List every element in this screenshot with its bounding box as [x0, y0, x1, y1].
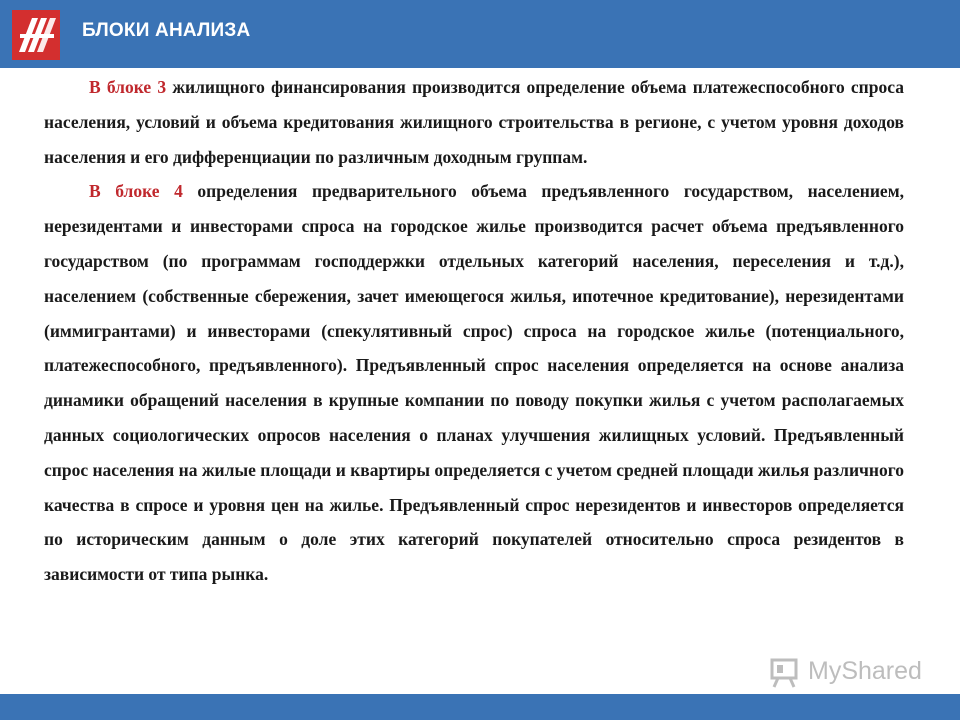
watermark-text: MyShared	[808, 657, 922, 685]
block-3-text: жилищного финансирования производится определение объема платежеспособного спроса населения, условий и объема кредитования жилищного строительства в регионе, с учетом уровня доходов населения и его дифференциации по различным доходным группам.	[44, 77, 904, 167]
document-body	[44, 70, 904, 592]
red-square-logo-icon	[12, 10, 60, 60]
myshared-watermark	[768, 656, 928, 690]
presentation-board-icon	[768, 656, 802, 690]
header-bar	[0, 0, 960, 68]
paragraph-block-3	[44, 70, 904, 174]
footer-bar	[0, 694, 960, 720]
block-3-lead: В блоке 3	[89, 77, 167, 97]
page-title: БЛОКИ АНАЛИЗА	[82, 20, 251, 41]
block-4-lead: В блоке 4	[89, 181, 183, 202]
paragraph-block-4	[44, 174, 904, 592]
block-4-text: определения предварительного объема предъявленного государством, населением, нерезидентами и инвесторами спроса на городское жилье производится расчет объема предъявленного государством (по программам господдержки отдельных категорий населения, переселения и т.д.), населением (собственные сбережения, зачет имеющегося жилья, ипотечное кредитование), нерезидентами (иммигрантами) и инвесторами (спекулятивный спрос) спроса на городское жилье (потенциального, платежеспособного, предъявленного). Предъявленный спрос населения определяется на основе анализа динамики обращений населения в крупные компании по поводу покупки жилья с учетом располагаемых данных социологических опросов населения о планах улучшения жилищных условий. Предъявленный спрос населения на жилые площади и квартиры определяется с учетом средней площади жилья различного качества в спросе и уровня цен на жилье. Предъявленный спрос нерезидентов и инвесторов определяется по историческим данным о доле этих категорий покупателей относительно спроса резидентов в зависимости от типа рынка.	[44, 181, 904, 585]
